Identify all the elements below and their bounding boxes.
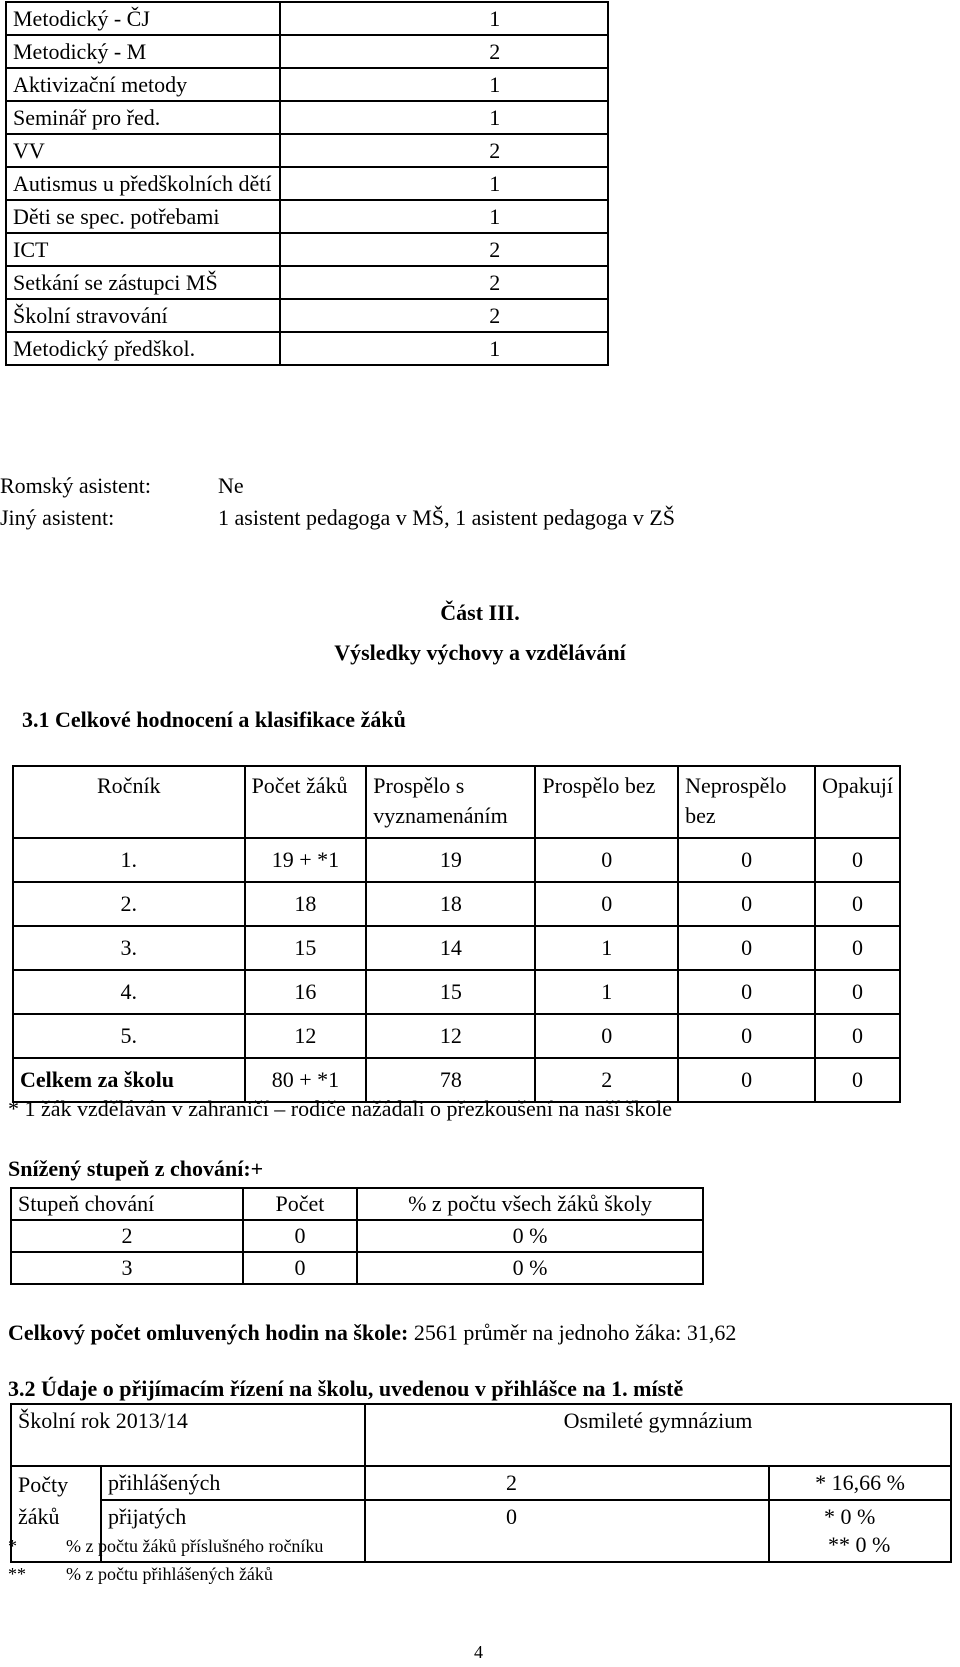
- cell-passed: 1: [535, 926, 678, 970]
- header-passed: Prospělo bez: [535, 766, 678, 838]
- header-pupils: Počet žáků: [245, 766, 367, 838]
- cell-pupils: 15: [245, 926, 367, 970]
- cell-grade: 2.: [13, 882, 245, 926]
- behaviour-table: [10, 1187, 704, 1285]
- cell-total-pupils: 80 + *1: [245, 1058, 367, 1102]
- cell-admitted-pct: * 0 %: [824, 1504, 876, 1529]
- cell-failed: 0: [678, 926, 815, 970]
- footnote-mark: *: [8, 1536, 17, 1556]
- course-count: 2: [280, 299, 608, 332]
- cell-total-label: Celkem za školu: [13, 1058, 245, 1102]
- behaviour-title: Snížený stupeň z chování:+: [8, 1156, 264, 1181]
- table-row: [11, 1466, 951, 1500]
- table-row: [13, 970, 900, 1014]
- part-subtitle: Výsledky výchovy a vzdělávání: [334, 640, 626, 665]
- cell-pupils: 19 + *1: [245, 838, 367, 882]
- cell-grade: 4.: [13, 970, 245, 1014]
- course-name: Metodický - ČJ: [6, 2, 280, 35]
- table-row: [11, 1252, 703, 1284]
- absence-value: 2561 průměr na jednoho žáka: 31,62: [408, 1320, 737, 1345]
- footnote-text: % z počtu žáků příslušného ročníku: [66, 1536, 324, 1556]
- roma-assistant-value: Ne: [218, 473, 244, 498]
- cell-honours: 12: [366, 1014, 535, 1058]
- cell-passed: 1: [535, 970, 678, 1014]
- cell-stage: 3: [11, 1252, 243, 1284]
- cell-percent: 0 %: [357, 1220, 703, 1252]
- table-row: [13, 926, 900, 970]
- course-count: 1: [280, 332, 608, 365]
- table-row: [6, 233, 608, 266]
- table-row: [13, 838, 900, 882]
- cell-school-type: Osmileté gymnázium: [365, 1404, 951, 1466]
- cell-honours: 14: [366, 926, 535, 970]
- course-count: 1: [280, 2, 608, 35]
- course-name: ICT: [6, 233, 280, 266]
- table-header-row: [11, 1404, 951, 1466]
- cell-pupils-label: Počty žáků: [11, 1466, 101, 1562]
- section-3-2-heading: 3.2 Údaje o přijímacím řízení na školu, uvedenou v přihlášce na 1. místě: [8, 1376, 684, 1401]
- grades-table: [12, 765, 901, 1103]
- table-row: [6, 200, 608, 233]
- table-row: [6, 134, 608, 167]
- cell-honours: 18: [366, 882, 535, 926]
- absence-line: [8, 1320, 736, 1346]
- header-honours: Prospělo s vyznamenáním: [366, 766, 535, 838]
- cell-repeat: 0: [815, 882, 900, 926]
- cell-pupils: 16: [245, 970, 367, 1014]
- course-name: Metodický předškol.: [6, 332, 280, 365]
- cell-registered-pct: * 16,66 %: [769, 1466, 951, 1500]
- cell-passed: 0: [535, 838, 678, 882]
- course-count: 1: [280, 101, 608, 134]
- cell-total-passed: 2: [535, 1058, 678, 1102]
- cell-repeat: 0: [815, 970, 900, 1014]
- cell-grade: 5.: [13, 1014, 245, 1058]
- table-row: [6, 167, 608, 200]
- header-stage: Stupeň chování: [11, 1188, 243, 1220]
- table-row: [6, 332, 608, 365]
- cell-repeat: 0: [815, 926, 900, 970]
- footnote-text: % z počtu přihlášených žáků: [66, 1564, 273, 1584]
- cell-grade: 3.: [13, 926, 245, 970]
- course-count: 2: [280, 134, 608, 167]
- table-row: [6, 2, 608, 35]
- table-header-row: [11, 1188, 703, 1220]
- cell-pupils: 12: [245, 1014, 367, 1058]
- course-name: Školní stravování: [6, 299, 280, 332]
- header-repeat: Opakují: [815, 766, 900, 838]
- other-assistant-value: 1 asistent pedagoga v MŠ, 1 asistent pedagoga v ZŠ: [218, 505, 676, 530]
- header-failed: Neprospělo bez: [678, 766, 815, 838]
- cell-school-year: Školní rok 2013/14: [11, 1404, 365, 1466]
- table-row: [13, 882, 900, 926]
- table-row: [6, 266, 608, 299]
- cell-stage: 2: [11, 1220, 243, 1252]
- cell-failed: 0: [678, 970, 815, 1014]
- cell-honours: 19: [366, 838, 535, 882]
- table-row: [13, 1014, 900, 1058]
- courses-table: [5, 1, 609, 366]
- cell-registered-label: přihlášených: [101, 1466, 365, 1500]
- course-count: 1: [280, 167, 608, 200]
- cell-registered-count: 2: [365, 1466, 769, 1500]
- course-name: Setkání se zástupci MŠ: [6, 266, 280, 299]
- cell-failed: 0: [678, 882, 815, 926]
- cell-total-honours: 78: [366, 1058, 535, 1102]
- cell-repeat: 0: [815, 1014, 900, 1058]
- course-count: 2: [280, 266, 608, 299]
- cell-admitted-pct2: ** 0 %: [828, 1532, 891, 1557]
- table-row: [6, 101, 608, 134]
- absence-label: Celkový počet omluvených hodin na škole:: [8, 1320, 409, 1345]
- header-grade: Ročník: [13, 766, 245, 838]
- cell-passed: 0: [535, 882, 678, 926]
- course-count: 2: [280, 233, 608, 266]
- course-count: 1: [280, 68, 608, 101]
- cell-grade: 1.: [13, 838, 245, 882]
- cell-honours: 15: [366, 970, 535, 1014]
- table-row: [6, 68, 608, 101]
- course-name: Aktivizační metody: [6, 68, 280, 101]
- table-header-row: [13, 766, 900, 838]
- cell-count: 0: [243, 1220, 357, 1252]
- page-number: 4: [474, 1642, 483, 1662]
- table-row: [6, 35, 608, 68]
- cell-passed: 0: [535, 1014, 678, 1058]
- grades-footnote: * 1 žák vzděláván v zahraničí – rodiče nažádali o přezkoušení na naší škole: [8, 1096, 672, 1121]
- cell-failed: 0: [678, 838, 815, 882]
- header-percent: % z počtu všech žáků školy: [357, 1188, 703, 1220]
- cell-admitted-count: 0: [365, 1500, 769, 1562]
- footnote-mark: **: [8, 1564, 26, 1584]
- cell-repeat: 0: [815, 838, 900, 882]
- cell-failed: 0: [678, 1014, 815, 1058]
- other-assistant-label: Jiný asistent:: [0, 505, 115, 530]
- cell-admitted-label: přijatých: [101, 1500, 365, 1562]
- part-title: Část III.: [440, 600, 520, 625]
- course-count: 2: [280, 35, 608, 68]
- course-name: VV: [6, 134, 280, 167]
- roma-assistant-label: Romský asistent:: [0, 473, 151, 498]
- header-count: Počet: [243, 1188, 357, 1220]
- table-row: [6, 299, 608, 332]
- cell-total-failed: 0: [678, 1058, 815, 1102]
- section-3-1-heading: 3.1 Celkové hodnocení a klasifikace žáků: [22, 707, 406, 732]
- cell-percent: 0 %: [357, 1252, 703, 1284]
- cell-pupils: 18: [245, 882, 367, 926]
- course-count: 1: [280, 200, 608, 233]
- cell-total-repeat: 0: [815, 1058, 900, 1102]
- cell-count: 0: [243, 1252, 357, 1284]
- table-row: [11, 1220, 703, 1252]
- cell-admitted-pct-group: [769, 1500, 951, 1562]
- course-name: Seminář pro řed.: [6, 101, 280, 134]
- course-name: Metodický - M: [6, 35, 280, 68]
- course-name: Děti se spec. potřebami: [6, 200, 280, 233]
- course-name: Autismus u předškolních dětí: [6, 167, 280, 200]
